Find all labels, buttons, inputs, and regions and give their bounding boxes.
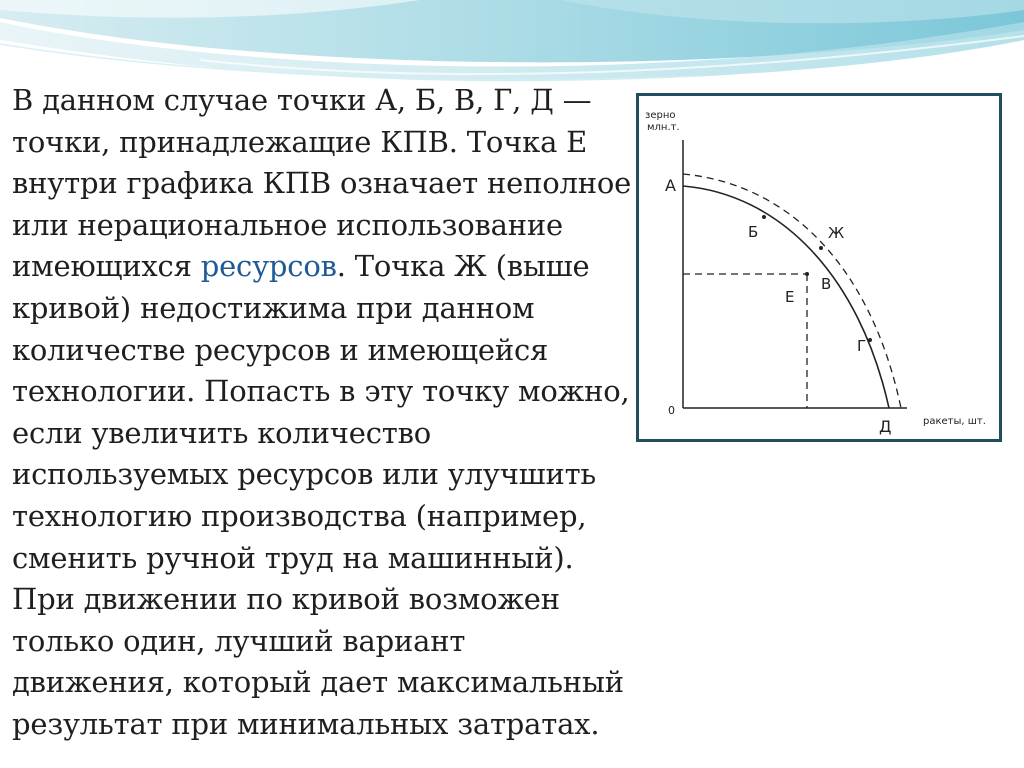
origin-label: 0 xyxy=(668,404,675,417)
text-line: При движении по кривой возможен xyxy=(12,582,560,617)
text-line xyxy=(12,246,652,288)
text-line: технологии. Попасть в эту точку можно, xyxy=(12,374,630,409)
resources-link[interactable]: ресурсов xyxy=(200,249,337,284)
point-g-label: Г xyxy=(857,337,867,355)
text-fragment: . Точка Ж (выше xyxy=(336,249,590,284)
text-line: сменить ручной труд на машинный). xyxy=(12,540,574,575)
point-b-label: Б xyxy=(748,223,759,241)
text-line: точки, принадлежащие КПВ. Точка Е xyxy=(12,124,588,159)
point-v-label: В xyxy=(821,275,832,293)
paragraph xyxy=(12,80,652,746)
text-line: кривой) недостижима при данном xyxy=(12,290,535,325)
text-line: используемых ресурсов или улучшить xyxy=(12,457,597,492)
decorative-waves xyxy=(0,0,1024,90)
point-d-label: Д xyxy=(879,417,892,436)
text-line: внутри графика КПВ означает неполное xyxy=(12,166,632,201)
text-line: если увеличить количество xyxy=(12,415,431,450)
point-b-dot xyxy=(762,215,766,219)
text-line: или нерациональное использование xyxy=(12,207,563,242)
text-line: движения, который дает максимальный xyxy=(12,665,624,700)
y-axis-label-2: млн.т. xyxy=(647,122,680,133)
point-zh-label: Ж xyxy=(828,224,845,242)
text-line: количестве ресурсов и имеющейся xyxy=(12,332,549,367)
ppf-diagram xyxy=(639,96,999,439)
text-line: В данном случае точки А, Б, В, Г, Д — xyxy=(12,83,592,117)
x-axis-label: ракеты, шт. xyxy=(923,416,986,427)
point-e-label: Е xyxy=(785,288,795,306)
text-fragment: имеющихся xyxy=(12,249,201,284)
text-line: технологию производства (например, xyxy=(12,498,587,533)
point-a-label: А xyxy=(665,176,676,195)
ppf-diagram-frame xyxy=(636,93,1002,442)
point-g-dot xyxy=(868,338,872,342)
text-line: результат при минимальных затратах. xyxy=(12,706,600,741)
text-line: только один, лучший вариант xyxy=(12,623,466,658)
point-zh-dot xyxy=(819,246,823,250)
y-axis-label-1: зерно xyxy=(645,110,676,121)
point-v-dot xyxy=(805,272,809,276)
